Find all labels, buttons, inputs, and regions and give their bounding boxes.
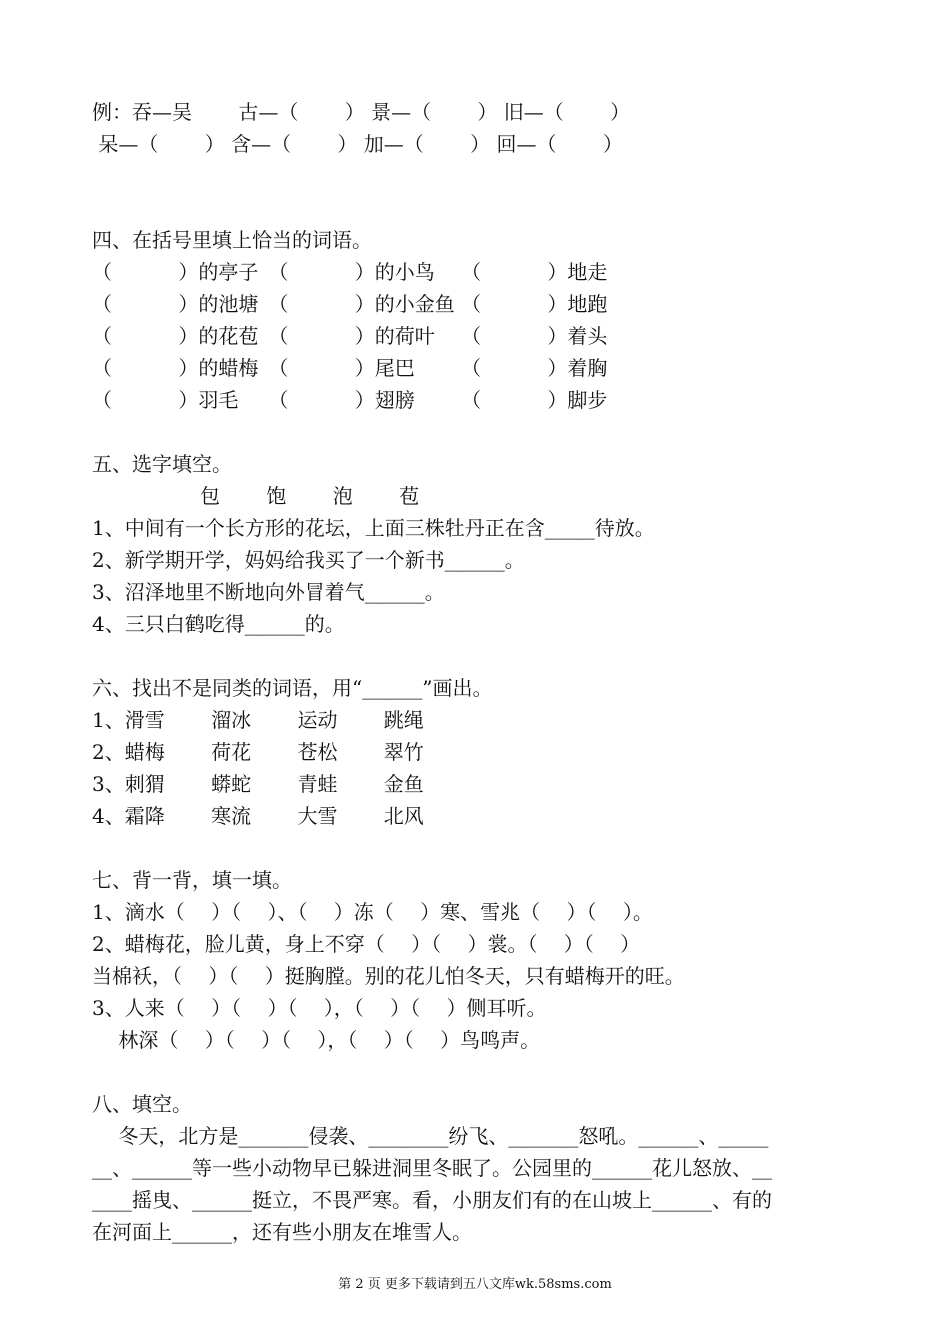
s5-title: 五、选字填空。: [92, 452, 232, 476]
s7-title: 七、背一背，填一填。: [92, 868, 292, 892]
s4-line-5: （ ）羽毛 （ ）翅膀 （ ）脚步: [92, 388, 608, 412]
s4-line-3: （ ）的花苞 （ ）的荷叶 （ ）着头: [92, 324, 608, 348]
s7-line-3: 当棉袄，（ ）（ ）挺胸膛。别的花儿怕冬天，只有蜡梅开的旺。: [92, 964, 685, 988]
s3-line-1: 例：吞—吴 古—（ ） 景—（ ） 旧—（ ）: [92, 100, 631, 124]
page-footer: 第 2 页 更多下载请到五八文库wk.58sms.com: [338, 1277, 612, 1292]
s3-line-2: 呆—（ ） 含—（ ） 加—（ ） 回—（ ）: [92, 132, 623, 156]
s5-line-4: 4、三只白鹤吃得______的。: [92, 612, 345, 636]
s5-line-1: 1、中间有一个长方形的花坛，上面三株牡丹正在含_____待放。: [92, 516, 655, 540]
s4-title: 四、在括号里填上恰当的词语。: [92, 228, 372, 252]
s4-line-4: （ ）的蜡梅 （ ）尾巴 （ ）着胸: [92, 356, 608, 380]
s7-line-4: 3、人来（ ）（ ）（ ），（ ）（ ）侧耳听。: [92, 996, 547, 1020]
s6-title: 六、找出不是同类的词语，用“______”画出。: [92, 676, 493, 700]
s4-line-1: （ ）的亭子 （ ）的小鸟 （ ）地走: [92, 260, 608, 284]
s5-line-2: 2、新学期开学，妈妈给我买了一个新书______。: [92, 548, 525, 572]
s5-line-3: 3、沼泽地里不断地向外冒着气______。: [92, 580, 445, 604]
s6-line-3: 3、刺猬 蟒蛇 青蛙 金鱼: [92, 772, 424, 796]
s6-line-1: 1、滑雪 溜冰 运动 跳绳: [92, 708, 424, 732]
s8-line-3: ____摇曳、______挺立，不畏严寒。看，小朋友们有的在山坡上______、有的: [92, 1188, 772, 1212]
s7-line-5: 林深（ ）（ ）（ ），（ ）（ ）鸟鸣声。: [92, 1028, 541, 1052]
s5-choices: 包 饱 泡 苞: [140, 484, 420, 508]
s8-line-4: 在河面上______，还有些小朋友在堆雪人。: [92, 1220, 472, 1244]
s8-line-2: __、______等一些小动物早已躲进洞里冬眠了。公园里的______花儿怒放、__: [92, 1156, 772, 1180]
s7-line-1: 1、滴水（ ）（ ）、（ ）冻（ ）寒、雪兆（ ）（ ）。: [92, 900, 653, 924]
s7-line-2: 2、蜡梅花，脸儿黄，身上不穿（ ）（ ）裳。（ ）（ ）: [92, 932, 641, 956]
s6-line-2: 2、蜡梅 荷花 苍松 翠竹: [92, 740, 424, 764]
s4-line-2: （ ）的池塘 （ ）的小金鱼 （ ）地跑: [92, 292, 608, 316]
s8-line-1: 冬天，北方是_______侵袭、________纷飞、_______怒吼。______、_____: [92, 1124, 769, 1148]
s6-line-4: 4、霜降 寒流 大雪 北风: [92, 804, 424, 828]
s8-title: 八、填空。: [92, 1092, 192, 1116]
